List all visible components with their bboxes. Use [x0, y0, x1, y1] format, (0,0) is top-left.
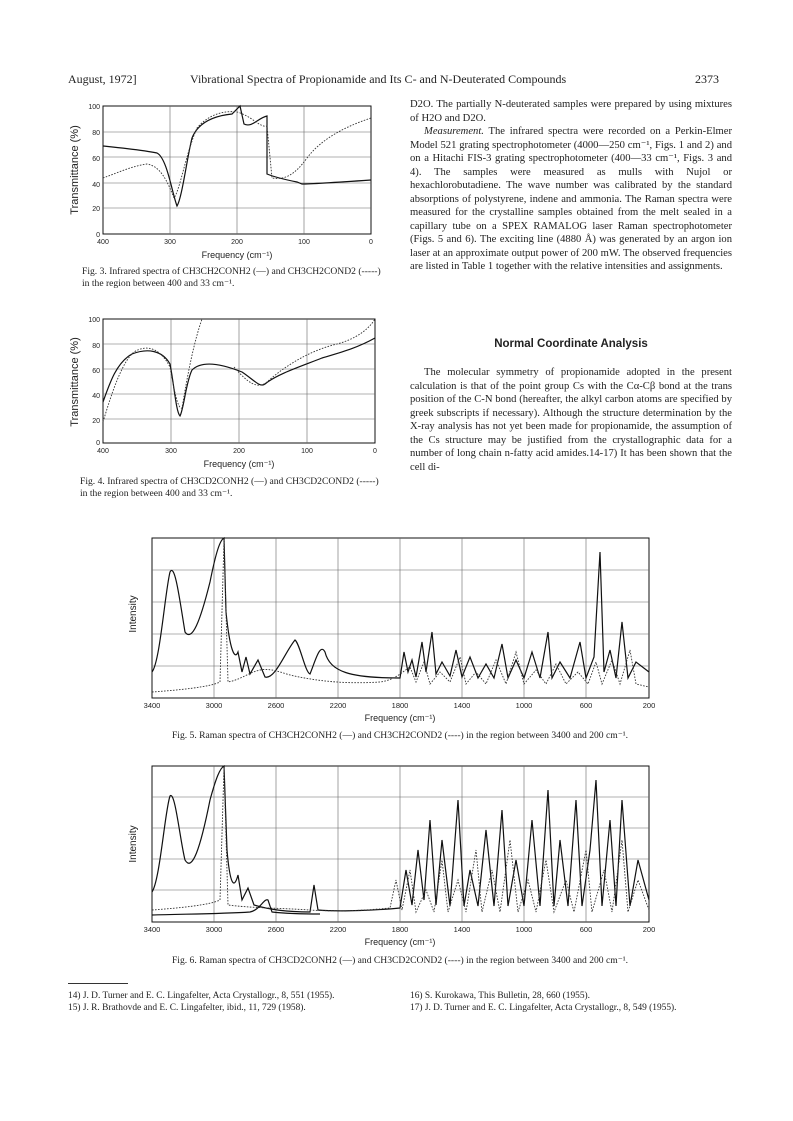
fig3-grid	[103, 106, 371, 234]
fig3-ytick: 60	[92, 156, 100, 163]
fig6-curve-h-low	[152, 900, 320, 915]
fig4-xlabel: Frequency (cm⁻¹)	[203, 459, 275, 469]
figure-3	[62, 98, 392, 266]
fig3-ytick: 20	[92, 206, 100, 213]
fig4-xticks	[97, 448, 377, 455]
fig6-xtick: 1400	[453, 925, 471, 934]
fig4-xtick: 100	[301, 448, 313, 455]
fig3-xtick: 400	[97, 239, 109, 246]
fig3-ytick: 40	[92, 182, 100, 189]
fig5-xtick: 3400	[143, 701, 161, 710]
fig5-xtick: 3000	[205, 701, 223, 710]
fig5-xtick: 2600	[267, 701, 285, 710]
fig6-xtick: 1000	[515, 925, 533, 934]
fig6-xtick: 3000	[205, 925, 223, 934]
fig3-xtick: 200	[231, 239, 243, 246]
fig5-xtick: 600	[579, 701, 593, 710]
fig6-xtick: 3400	[143, 925, 161, 934]
fig5-xticks	[144, 701, 656, 710]
fig6-xticks	[144, 925, 656, 934]
fig5-xtick: 2200	[329, 701, 347, 710]
fig3-ytick: 80	[92, 130, 100, 137]
fig5-caption: Fig. 5. Raman spectra of CH3CH2CONH2 (—) and CH3CH2COND2 (----) in the region between 3400 and 200 cm⁻¹.	[171, 730, 629, 741]
fig4-ytick: 0	[96, 440, 100, 447]
footnote-rule	[68, 983, 128, 984]
fig6-xtick: 600	[579, 925, 593, 934]
fig3-xtick: 300	[164, 239, 176, 246]
paragraph-d2o: D2O. The partially N-deuterated samples were prepared by using mixtures of H2O and D2O.	[410, 99, 732, 124]
footnotes-right	[410, 990, 732, 1014]
fig6-caption: Fig. 6. Raman spectra of CH3CD2CONH2 (—) and CH3CD2COND2 (----) in the region between 3400 and 200 cm⁻¹.	[171, 955, 629, 966]
fig4-grid	[103, 319, 375, 443]
footnote-17: 17) J. D. Turner and E. C. Lingafelter, Acta Crystallogr., 8, 549 (1955).	[410, 1003, 677, 1013]
fig5-ylabel: Intensity	[128, 595, 139, 633]
measurement-lead: Measurement.	[424, 126, 484, 137]
fig3-caption: Fig. 3. Infrared spectra of CH3CH2CONH2 (—) and CH3CH2COND2 (-----) in the region between 400 and 33 cm⁻¹.	[82, 266, 381, 289]
fig3-ytick: 0	[96, 232, 100, 239]
fig4-ytick: 80	[92, 343, 100, 350]
fig5-xtick: 1800	[391, 701, 409, 710]
footnote-16: 16) S. Kurokawa, This Bulletin, 28, 660 (1955).	[410, 991, 591, 1001]
fig6-xtick: 2200	[329, 925, 347, 934]
fig3-xtick: 0	[369, 239, 373, 246]
right-column-text	[410, 98, 732, 274]
fig6-xlabel: Frequency (cm⁻¹)	[364, 937, 436, 947]
paragraph-measurement	[410, 125, 732, 274]
fig4-ytick: 60	[92, 368, 100, 375]
fig6-xtick: 2600	[267, 925, 285, 934]
fig4-xtick: 0	[373, 448, 377, 455]
figure-5	[120, 532, 680, 724]
page-number: 2373	[695, 72, 719, 86]
fig3-xlabel: Frequency (cm⁻¹)	[201, 250, 273, 260]
fig4-ytick: 100	[88, 317, 100, 324]
footnote-14: 14) J. D. Turner and E. C. Lingafelter, Acta Crystallogr., 8, 551 (1955).	[68, 991, 335, 1001]
fig3-ylabel: Transmittance (%)	[69, 125, 81, 215]
fig6-ylabel: Intensity	[128, 825, 139, 863]
fig3-yticks	[88, 104, 100, 239]
fig5-xlabel: Frequency (cm⁻¹)	[364, 713, 436, 723]
section-title: Normal Coordinate Analysis	[494, 338, 648, 350]
fig4-yticks	[88, 317, 100, 447]
fig4-xtick: 200	[233, 448, 245, 455]
figure-4	[62, 312, 392, 472]
fig4-xtick: 300	[165, 448, 177, 455]
fig3-xticks	[97, 239, 373, 246]
footnote-15: 15) J. R. Brathovde and E. C. Lingafelter, ibid., 11, 729 (1958).	[68, 1003, 306, 1013]
fig6-xtick: 200	[642, 925, 656, 934]
figure-6	[120, 760, 680, 952]
fig6-curve-d	[152, 768, 649, 912]
fig5-xtick: 1400	[453, 701, 471, 710]
fig4-caption: Fig. 4. Infrared spectra of CH3CD2CONH2 (—) and CH3CD2COND2 (-----) in the region between 400 and 33 cm⁻¹.	[80, 476, 379, 499]
fig3-ytick: 100	[88, 104, 100, 111]
footnotes-left	[68, 990, 386, 1014]
fig5-curve-h	[152, 538, 649, 678]
fig3-xtick: 100	[298, 239, 310, 246]
running-header-left: August, 1972]	[68, 72, 137, 86]
fig5-xtick: 1000	[515, 701, 533, 710]
fig5-xtick: 200	[642, 701, 656, 710]
fig4-ytick: 20	[92, 418, 100, 425]
fig6-xtick: 1800	[391, 925, 409, 934]
paragraph-normal-coordinate: The molecular symmetry of propionamide adopted in the present calculation is that of the point group Cs with the Cα-Cβ bond at the trans position of the C-N bond (hereafter, the alkyl carbon atoms are specified by greek subscripts if necessary). Although the structure determination by the X-ray analysis has not yet been made for propionamide, the assumption of the Cs structure may be justified from the crystallographic data for a number of long chain n-fatty acid amides.14-17) It has been shown that the cell di-	[410, 367, 732, 473]
fig4-ytick: 40	[92, 393, 100, 400]
running-header-title: Vibrational Spectra of Propionamide and Its C- and N-Deuterated Compounds	[190, 72, 567, 86]
fig4-ylabel: Transmittance (%)	[69, 337, 81, 427]
right-column-text-2	[410, 366, 732, 474]
fig4-xtick: 400	[97, 448, 109, 455]
measurement-body: The infrared spectra were recorded on a Perkin-Elmer Model 521 grating spectrophotometer (4000—250 cm⁻¹, Figs. 1 and 2) and on a Hitachi FIS-3 grating spectrophotometer (400—33 cm⁻¹, Figs. 3 and 4). The samples were measured as mulls with Nujol or hexachlorobutadiene. The wave number was calibrated by the standard absorptions of polystyrene, indene and ammonia. The Raman spectra were measured for the crystalline samples obtained from the melt sealed in a capillary tube on a SPEX RAMALOG laser Raman spectrophotometer (Figs. 5 and 6). The exciting line (4880 Å) was generated by an argon ion laser at an approximate output power of 200 mW. The observed frequencies are listed in Table 1 together with the relative intensities and assignments.	[410, 126, 732, 272]
